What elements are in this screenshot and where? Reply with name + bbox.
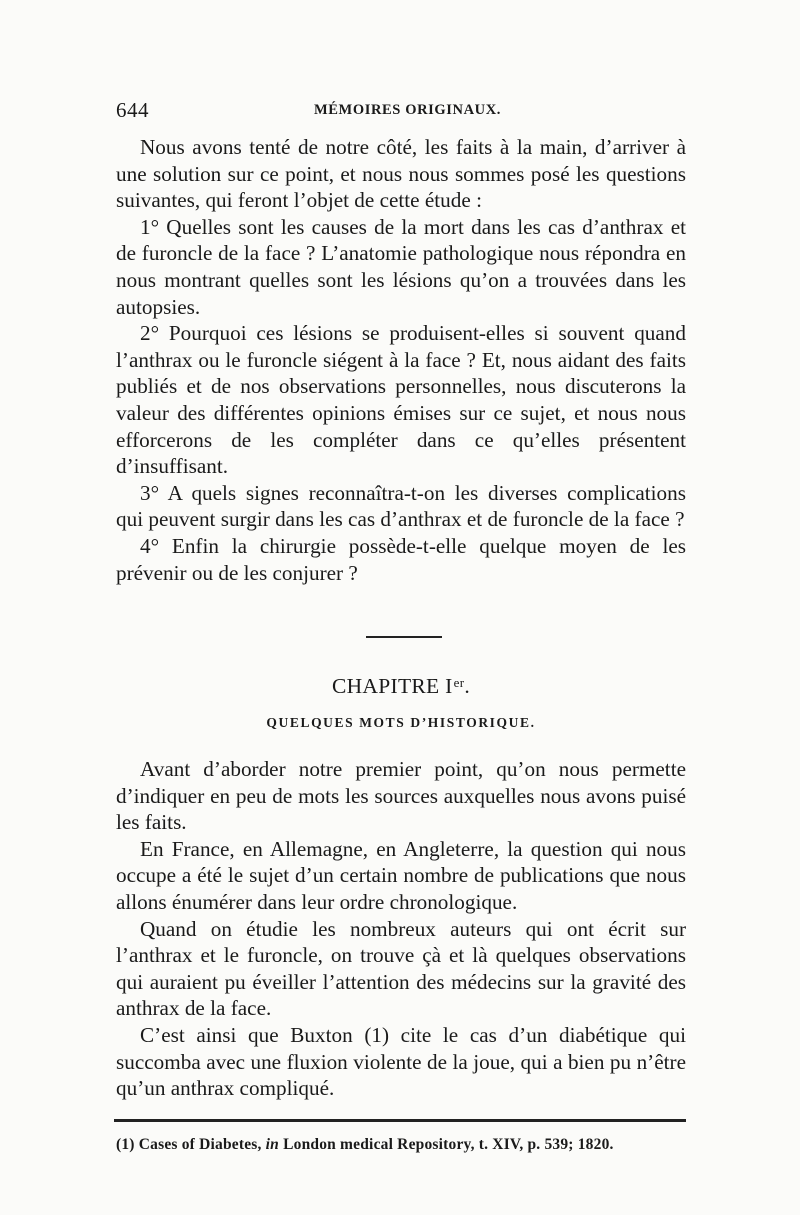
page-number: 644 (116, 98, 149, 122)
footnote-text: (1) Cases of Diabetes, (116, 1136, 266, 1153)
paragraph: Quand on étudie les nombreux auteurs qui ont écrit sur l’anthrax et le furoncle, on trouve çà et là quelques observations qui auraient pu éveiller l’attention des médecins sur la gravité des anthrax de la face. (116, 916, 686, 1021)
footnote-rule (114, 1119, 686, 1122)
running-head: MÉMOIRES ORIGINAUX. (314, 102, 502, 118)
footnote (116, 1136, 686, 1154)
page-header (116, 98, 686, 122)
paragraph: Avant d’aborder notre premier point, qu’on nous permette d’indiquer en peu de mots les sources auxquelles nous avons puisé les faits. (116, 757, 686, 835)
chapter-title-sup: er (453, 675, 465, 690)
intro-text (116, 134, 686, 586)
chapter-title-text: CHAPITRE I (331, 674, 453, 698)
question-4: 4° Enfin la chirurgie possède-t-elle quelque moyen de les prévenir ou de les conjurer ? (116, 533, 686, 585)
chapter-subtitle: QUELQUES MOTS D’HISTORIQUE. (266, 715, 536, 730)
chapter-title-end: . (464, 674, 471, 698)
question-3: 3° A quels signes reconnaîtra-t-on les diverses complications qui peuvent surgir dans les cas d’anthrax et de furoncle de la face ? (116, 480, 686, 532)
footnote-italic: in (265, 1136, 279, 1153)
chapter-title (116, 674, 686, 699)
question-1: 1° Quelles sont les causes de la mort dans les cas d’anthrax et de furoncle de la face ? L’anatomie pathologique nous répondra en nous montrant quelles sont les lésions qu’on a trouvées dans les autopsies. (116, 214, 686, 319)
paragraph: C’est ainsi que Buxton (1) cite le cas d’un diabétique qui succomba avec une fluxion violente de la joue, qui a bien pu n’être qu’un anthrax compliqué. (116, 1022, 686, 1101)
paragraph: Nous avons tenté de notre côté, les faits à la main, d’arriver à une solution sur ce point, et nous nous sommes posé les questions suivantes, qui feront l’objet de cette étude : (116, 135, 686, 213)
paragraph: En France, en Allemagne, en Angleterre, la question qui nous occupe a été le sujet d’un certain nombre de publications que nous allons énumérer dans leur ordre chronologique. (116, 836, 686, 914)
chapter-text (116, 756, 686, 1102)
footnote-source: London medical Repository, t. XIV, p. 539; 1820. (279, 1136, 614, 1153)
question-2: 2° Pourquoi ces lésions se produisent-elles si souvent quand l’anthrax ou le furoncle siégent à la face ? Et, nous aidant des faits publiés et de nos observations personnelles, nous discuterons la valeur des différentes opinions émises sur ce sujet, et nous nous efforcerons de les compléter dans ce qu’elles présentent d’insuffisant. (116, 321, 686, 479)
section-divider (366, 636, 442, 638)
